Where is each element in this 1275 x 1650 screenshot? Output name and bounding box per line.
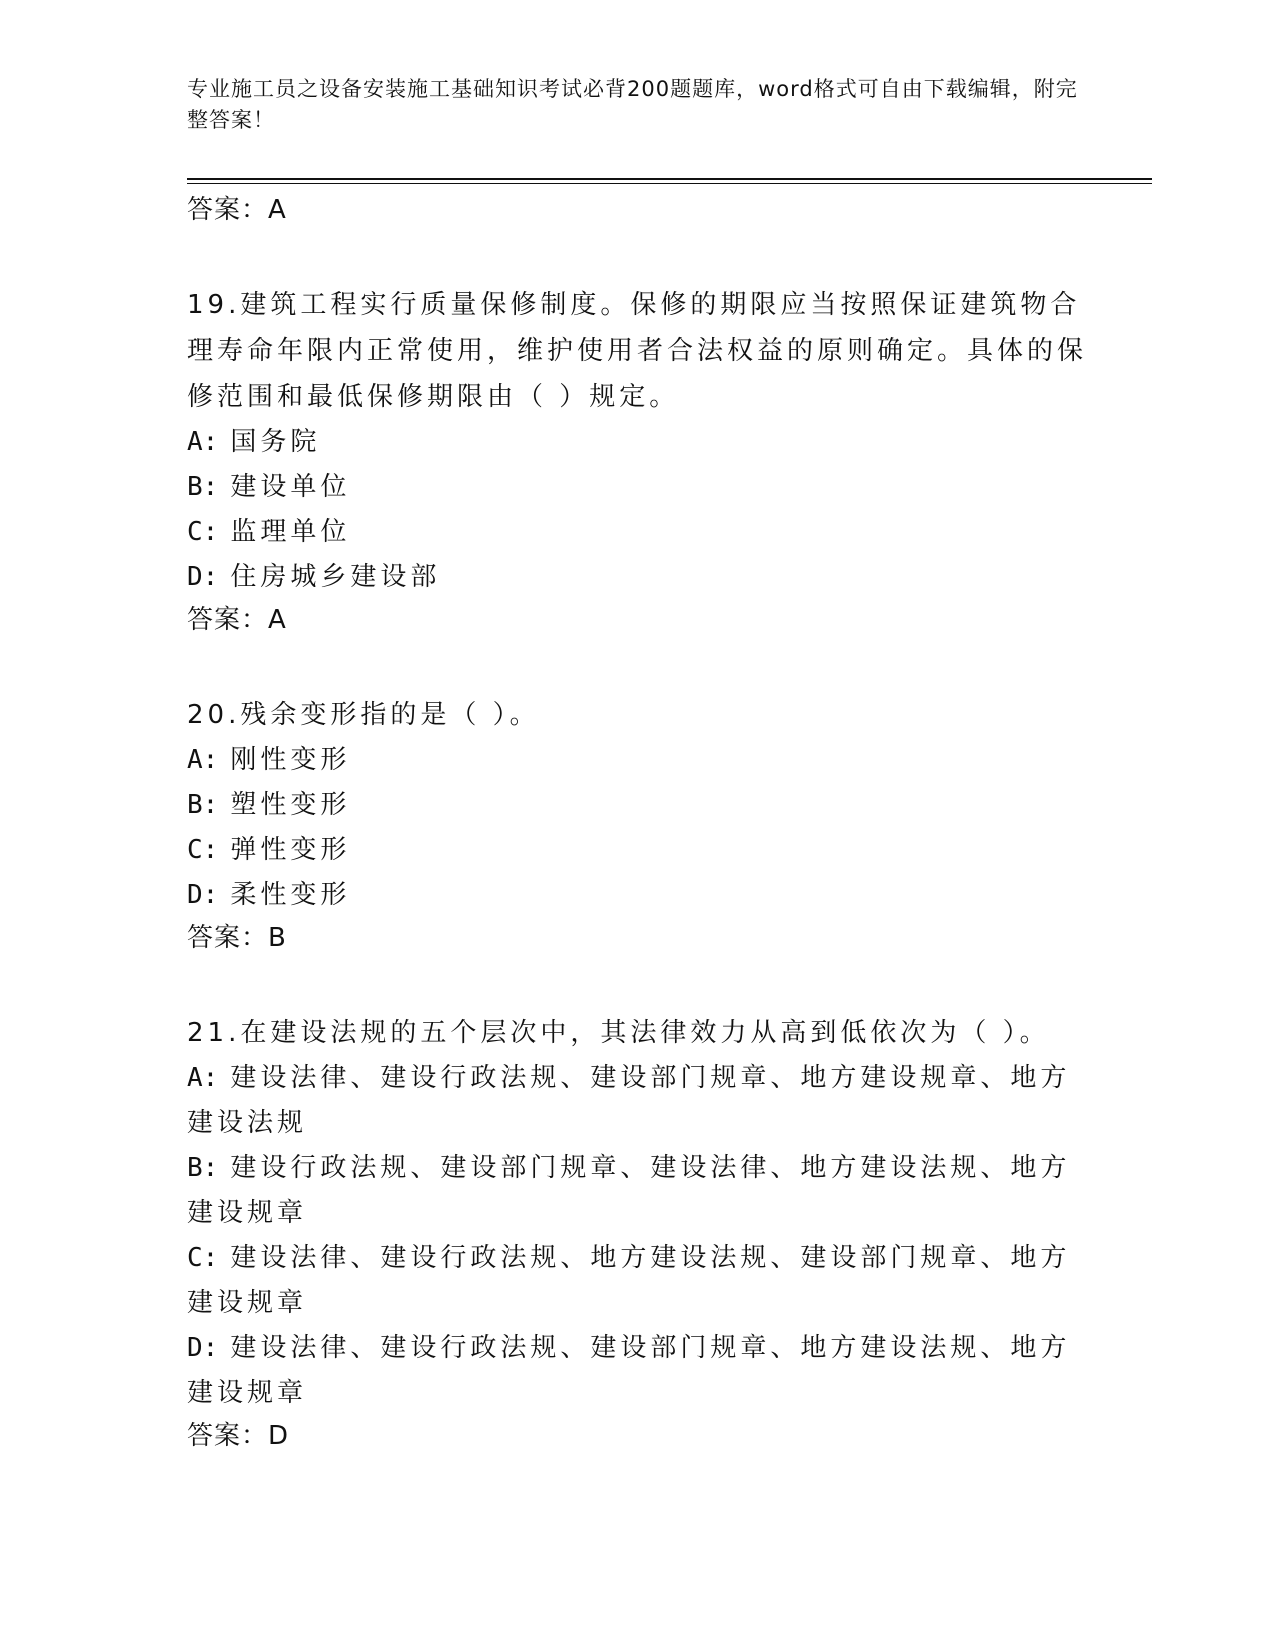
option-letter: A: <box>187 427 219 457</box>
option-letter: B: <box>187 1153 219 1183</box>
question-20 <box>187 692 1087 958</box>
option-text: 弹性变形 <box>230 835 351 865</box>
spacer <box>187 958 1087 1010</box>
document-body <box>187 190 1087 1456</box>
option-letter: A: <box>187 745 219 775</box>
answer-line: 答案：A <box>187 195 287 225</box>
header-divider-thick <box>187 178 1152 180</box>
header-divider-thin <box>187 183 1152 184</box>
option-letter: D: <box>187 1333 219 1363</box>
option-text: 建设单位 <box>230 472 351 502</box>
question-21 <box>187 1010 1087 1456</box>
option-b <box>187 783 1087 828</box>
option-letter: D: <box>187 880 219 910</box>
option-d <box>187 873 1087 918</box>
spacer <box>187 230 1087 282</box>
option-text: 刚性变形 <box>230 745 351 775</box>
option-a <box>187 420 1087 465</box>
question-19 <box>187 282 1087 640</box>
option-text: 建设行政法规、建设部门规章、建设法律、地方建设法规、地方建设规章 <box>187 1153 1071 1228</box>
option-text: 柔性变形 <box>230 880 351 910</box>
option-letter: C: <box>187 517 219 547</box>
option-text: 监理单位 <box>230 517 351 547</box>
option-letter: C: <box>187 835 219 865</box>
option-letter: B: <box>187 790 219 820</box>
option-b <box>187 1146 1087 1236</box>
question-text: 19.建筑工程实行质量保修制度。保修的期限应当按照保证建筑物合理寿命年限内正常使用，维护使用者合法权益的原则确定。具体的保修范围和最低保修期限由（ ）规定。 <box>187 290 1088 412</box>
answer-line: 答案：B <box>187 923 287 953</box>
question-text: 20.残余变形指的是（ ）。 <box>187 700 540 730</box>
option-letter: C: <box>187 1243 219 1273</box>
answer-line: 答案：D <box>187 1421 290 1451</box>
document-header: 专业施工员之设备安装施工基础知识考试必背200题题库，word格式可自由下载编辑，附完整答案！ <box>187 77 1078 132</box>
option-letter: D: <box>187 562 219 592</box>
option-text: 建设法律、建设行政法规、建设部门规章、地方建设规章、地方建设法规 <box>187 1063 1071 1138</box>
option-letter: B: <box>187 472 219 502</box>
option-text: 建设法律、建设行政法规、建设部门规章、地方建设法规、地方建设规章 <box>187 1333 1071 1408</box>
option-text: 塑性变形 <box>230 790 351 820</box>
option-c <box>187 1236 1087 1326</box>
option-text: 国务院 <box>230 427 321 457</box>
option-d <box>187 555 1087 600</box>
option-text: 建设法律、建设行政法规、地方建设法规、建设部门规章、地方建设规章 <box>187 1243 1071 1318</box>
option-letter: A: <box>187 1063 219 1093</box>
option-c <box>187 510 1087 555</box>
option-text: 住房城乡建设部 <box>230 562 441 592</box>
option-a <box>187 738 1087 783</box>
question-text: 21.在建设法规的五个层次中，其法律效力从高到低依次为（ ）。 <box>187 1018 1050 1048</box>
option-a <box>187 1056 1087 1146</box>
answer-line: 答案：A <box>187 605 287 635</box>
option-c <box>187 828 1087 873</box>
spacer <box>187 640 1087 692</box>
option-b <box>187 465 1087 510</box>
option-d <box>187 1326 1087 1416</box>
